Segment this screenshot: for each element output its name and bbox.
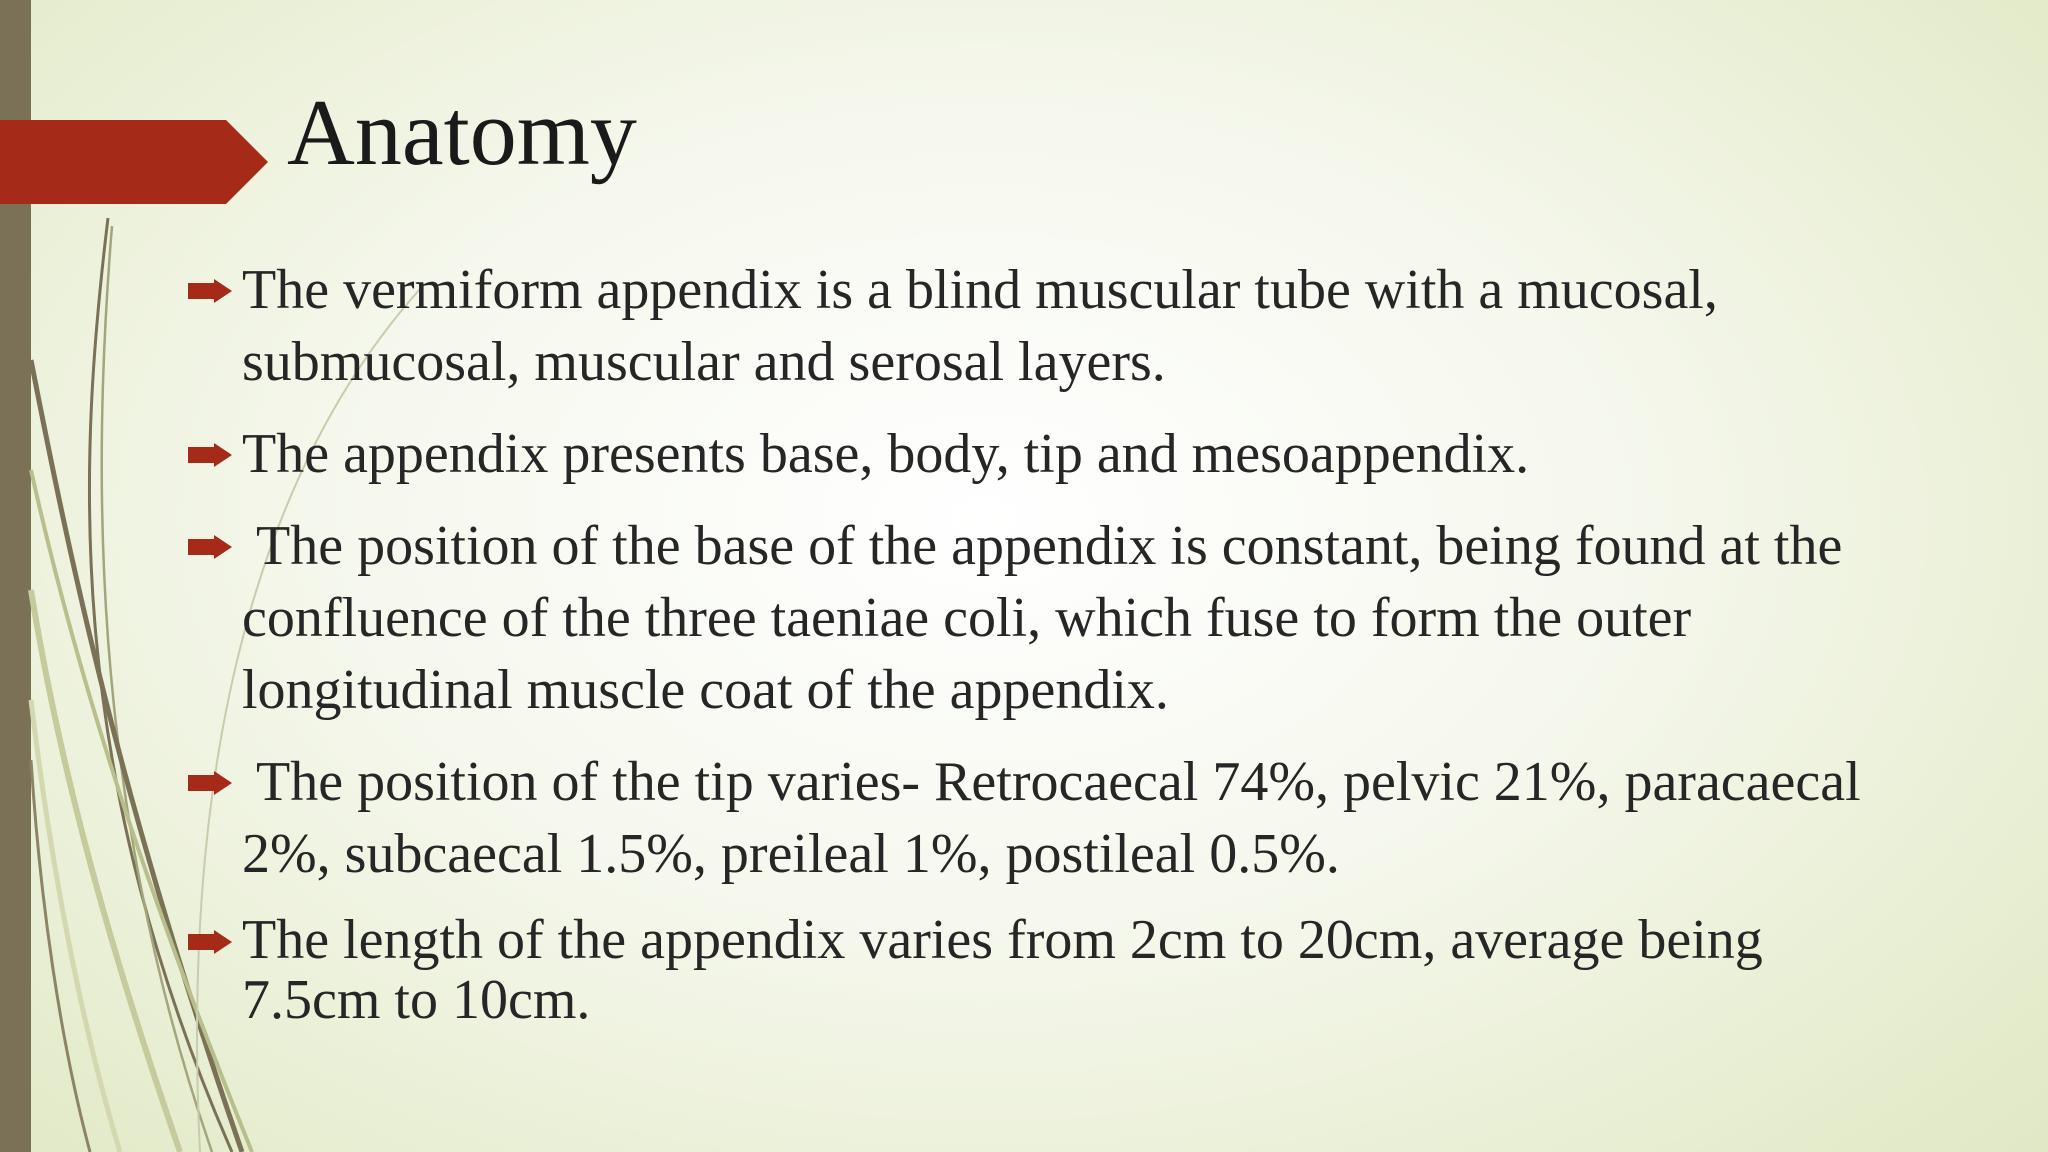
slide-title: Anatomy [287, 81, 637, 185]
arrow-bullet-icon [188, 443, 232, 467]
bullet-text: The vermiform appendix is a blind muscular tube with a mucosal, submucosal, muscular and serosal layers. [242, 259, 1718, 393]
arrow-bullet-icon [188, 771, 232, 795]
arrow-bullet-icon [188, 279, 232, 303]
bullet-text: The appendix presents base, body, tip and mesoappendix. [242, 423, 1530, 485]
arrow-bullet-icon [188, 535, 232, 559]
bullet-text: The position of the base of the appendix is constant, being found at the confluence of the three taeniae coli, which fuse to form the outer longitudinal muscle coat of the appendix. [242, 515, 1857, 721]
bullet-text: The length of the appendix varies from 2cm to 20cm, average being 7.5cm to 10cm. [242, 909, 1763, 1031]
bullet-text: The position of the tip varies- Retrocaecal 74%, pelvic 21%, paracaecal 2%, subcaecal 1.5%, preileal 1%, postileal 0.5%. [242, 751, 1875, 885]
bullet-item [188, 746, 1908, 890]
bullet-item [188, 254, 1908, 398]
bullet-item [188, 910, 1908, 1030]
bullet-item [188, 510, 1908, 726]
bullet-list [188, 254, 1908, 1050]
bullet-item [188, 418, 1908, 490]
arrow-bullet-icon [188, 930, 232, 954]
title-accent-arrow [0, 120, 268, 204]
